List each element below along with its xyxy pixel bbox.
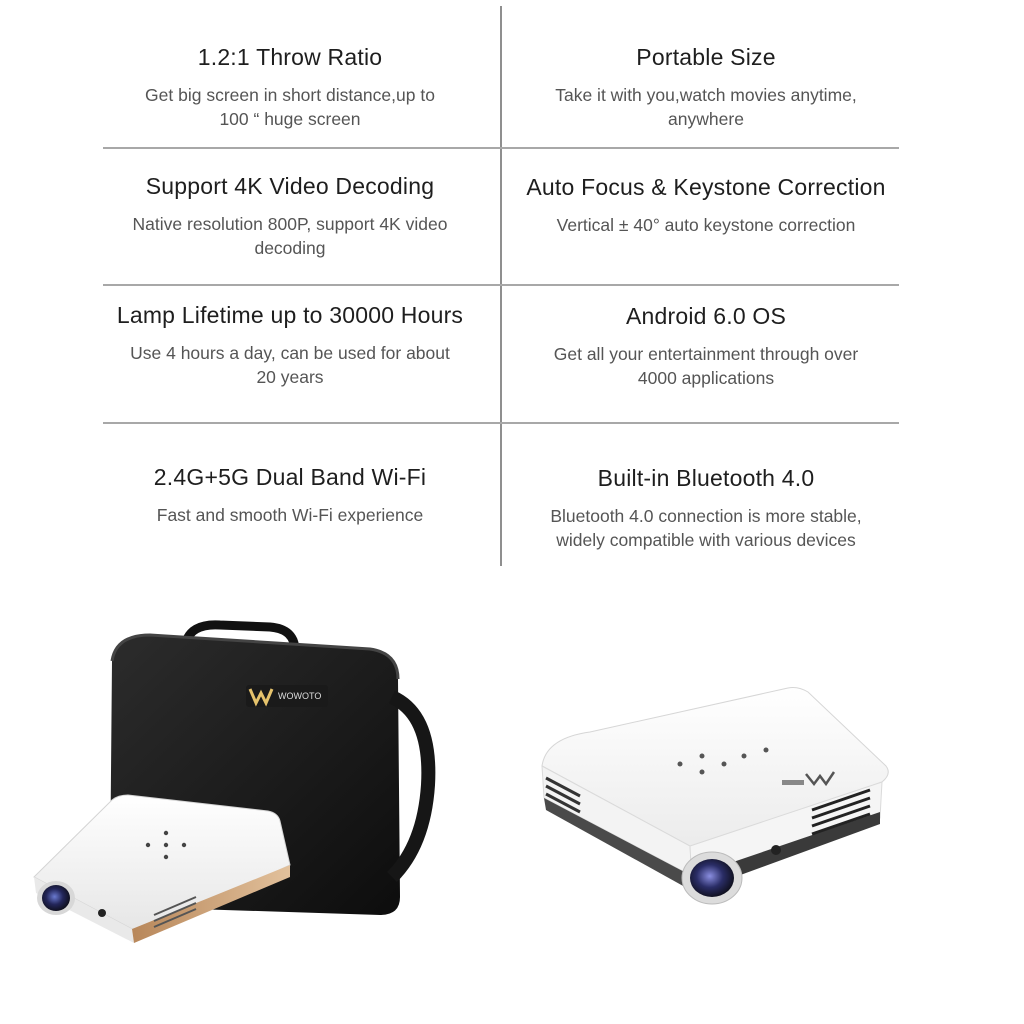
feature-description: Fast and smooth Wi-Fi experience <box>156 505 424 525</box>
feature-description: Vertical ± 40° auto keystone correction <box>556 215 856 235</box>
grid-horizontal-divider <box>103 422 899 424</box>
feature-lamp-lifetime <box>90 302 490 389</box>
feature-title: Lamp Lifetime up to 30000 Hours <box>116 302 464 328</box>
feature-4k-decoding <box>90 173 490 260</box>
feature-title: Built-in Bluetooth 4.0 <box>597 465 815 491</box>
feature-throw-ratio <box>90 44 490 131</box>
grid-vertical-divider <box>500 6 502 566</box>
bag-logo-text: WOWOTO <box>278 691 322 701</box>
feature-android-os <box>506 303 906 390</box>
feature-title: Support 4K Video Decoding <box>145 173 435 199</box>
grid-horizontal-divider <box>103 284 899 286</box>
feature-auto-focus <box>506 174 906 237</box>
feature-description: Native resolution 800P, support 4K video decoding <box>132 214 448 258</box>
feature-dual-band-wifi <box>90 464 490 527</box>
grid-horizontal-divider <box>103 147 899 149</box>
feature-description: Take it with you,watch movies anytime, anywhere <box>555 85 857 129</box>
feature-bluetooth <box>506 465 906 552</box>
feature-title: 1.2:1 Throw Ratio <box>197 44 383 70</box>
feature-portable-size <box>506 44 906 131</box>
feature-title: Auto Focus & Keystone Correction <box>526 174 886 200</box>
feature-description: Bluetooth 4.0 connection is more stable, widely compatible with various devices <box>550 506 862 550</box>
projector-image <box>530 680 910 920</box>
feature-description: Get big screen in short distance,up to 100 “ huge screen <box>145 85 435 129</box>
feature-title: 2.4G+5G Dual Band Wi-Fi <box>153 464 427 490</box>
feature-title: Portable Size <box>636 44 776 70</box>
feature-title: Android 6.0 OS <box>625 303 787 329</box>
feature-description: Get all your entertainment through over 4000 applications <box>553 344 859 388</box>
feature-description: Use 4 hours a day, can be used for about 20 years <box>130 343 450 387</box>
projector-with-carry-bag-image <box>20 615 460 945</box>
